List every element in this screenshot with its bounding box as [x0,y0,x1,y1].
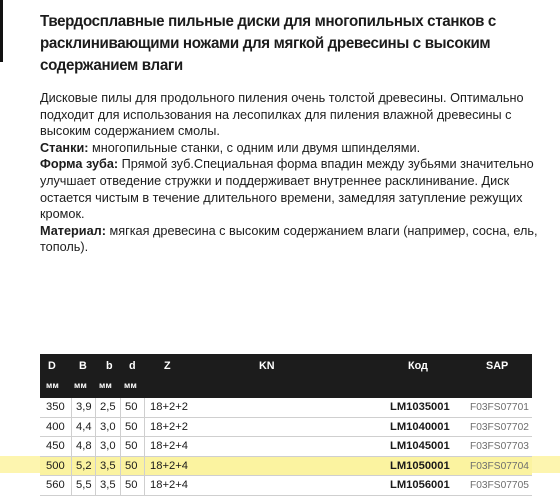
table-row [40,418,532,438]
cell-D: 450 [46,440,65,453]
specs-table [40,354,532,496]
table-row-highlighted [40,457,532,477]
table-row [40,476,532,496]
tooth-label: Форма зуба: [40,157,119,172]
cell-B: 5,2 [76,459,92,472]
cell-D: 560 [46,479,65,492]
cell-d: 50 [125,420,138,433]
material-label: Материал: [40,223,106,238]
cell-B: 5,5 [76,479,92,492]
cell-d: 50 [125,479,138,492]
cell-D: 500 [46,459,65,472]
material-text: мягкая древесина с высоким содержанием влаги (например, сосна, ель, тополь). [40,223,538,255]
title-line: Твердосплавные пильные диски для многопильных станков с [40,13,496,30]
cell-kod: LM1035001 [390,401,450,413]
cell-kod: LM1050001 [390,459,450,472]
col-header-b: b [106,360,113,372]
cell-B: 4,8 [76,440,92,453]
unit-B: мм [74,380,87,390]
cell-b: 3,0 [100,440,116,453]
product-description [40,90,545,256]
cell-B: 4,4 [76,420,92,433]
col-header-D: D [48,360,56,372]
cell-sap: F03FS07701 [470,402,529,413]
cell-sap: F03FS07702 [470,421,529,433]
cell-b: 3,5 [100,479,116,492]
cell-Z: 18+2+4 [150,440,188,453]
unit-d: мм [124,380,137,390]
left-accent-bar [0,0,3,62]
col-header-B: B [79,360,87,372]
cell-b: 2,5 [100,401,116,413]
cell-sap: F03FS07704 [470,460,529,472]
col-header-d: d [129,360,136,372]
description-intro: Дисковые пилы для продольного пиления очень толстой древесины. Оптимально подходит для использования на лесопилках для пиления влажной древесины с высоким содержанием смолы. [40,91,524,139]
tooth-paragraph [40,156,545,222]
title-line: расклинивающими ножами для мягкой древесины с высоким [40,35,491,52]
col-header-sap: SAP [486,360,509,372]
page-title [40,11,525,77]
cell-Z: 18+2+4 [150,459,188,472]
cell-D: 400 [46,420,65,433]
cell-d: 50 [125,440,138,453]
cell-kod: LM1056001 [390,479,450,492]
table-header [40,354,532,398]
title-line: содержанием влаги [40,57,183,74]
cell-Z: 18+2+4 [150,479,188,492]
material-paragraph [40,223,545,256]
cell-Z: 18+2+2 [150,420,188,433]
unit-b: мм [99,380,112,390]
table-row [40,398,532,418]
machines-paragraph [40,140,545,157]
cell-sap: F03FS07705 [470,480,529,492]
machines-text: многопильные станки, с одним или двумя шпинделями. [88,140,421,155]
cell-d: 50 [125,401,138,413]
machines-label: Станки: [40,140,89,155]
cell-b: 3,5 [100,459,116,472]
col-header-KN: KN [259,360,275,372]
cell-kod: LM1040001 [390,420,450,433]
cell-d: 50 [125,459,138,472]
cell-sap: F03FS07703 [470,441,529,453]
table-row [40,437,532,457]
tooth-text: Прямой зуб.Специальная форма впадин между зубьями значительно улучшает отведение стружки и поддерживает внутреннее расклинивание. Диск остается чистым в течение длительного времени, замедляя затупление режущих кромок. [40,157,534,222]
col-header-kod: Код [408,360,428,372]
cell-kod: LM1045001 [390,440,450,453]
unit-D: мм [46,380,59,390]
col-header-Z: Z [164,360,171,372]
cell-D: 350 [46,401,65,413]
cell-Z: 18+2+2 [150,401,188,413]
cell-b: 3,0 [100,420,116,433]
cell-B: 3,9 [76,401,92,413]
